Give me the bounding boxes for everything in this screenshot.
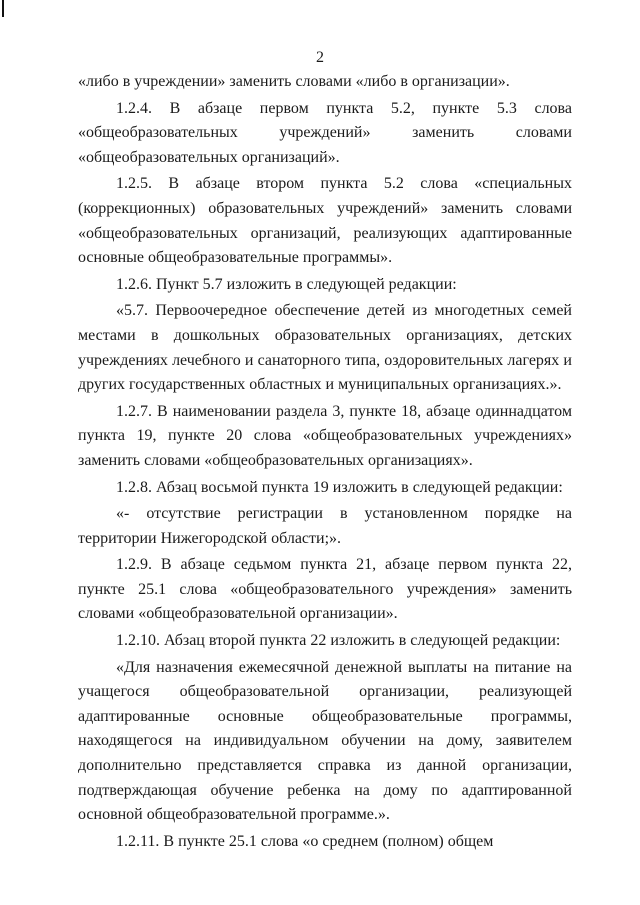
paragraph-1-2-11: 1.2.11. В пункте 25.1 слова «о среднем (полном) общем <box>116 832 494 850</box>
page-number: 2 <box>316 49 324 66</box>
scan-edge-mark <box>2 0 4 17</box>
paragraph-5-7-quote: «5.7. Первоочередное обеспечение детей из многодетных семей местами в дошкольных образовательных организациях, детских учреждениях лечебного и санаторного типа, оздоровительных лагерях и других государственных областных и муниципальных организациях.». <box>78 302 572 394</box>
paragraph-1-2-8-quote: «- отсутствие регистрации в установленном порядке на территории Нижегородской области;». <box>78 505 572 547</box>
paragraph-1-2-6: 1.2.6. Пункт 5.7 изложить в следующей редакции: <box>116 275 457 293</box>
paragraph-1-2-8: 1.2.8. Абзац восьмой пункта 19 изложить в следующей редакции: <box>116 478 563 496</box>
paragraph-1-2-4: 1.2.4. В абзаце первом пункта 5.2, пункте 5.3 слова «общеобразовательных учреждений» заменить словами «общеобразовательных организаций». <box>78 99 572 166</box>
paragraph-continuation: «либо в учреждении» заменить словами «либо в организации». <box>78 73 510 90</box>
document-body <box>78 70 572 854</box>
paragraph-1-2-9: 1.2.9. В абзаце седьмом пункта 21, абзаце первом пункта 22, пункте 25.1 слова «общеобразовательного учреждения» заменить словами «общеобразовательной организации». <box>78 556 572 623</box>
paragraph-1-2-10: 1.2.10. Абзац второй пункта 22 изложить в следующей редакции: <box>116 632 561 650</box>
paragraph-1-2-7: 1.2.7. В наименовании раздела 3, пункте 18, абзаце одиннадцатом пункта 19, пункте 20 слова «общеобразовательных учреждениях» заменить словами «общеобразовательных организациях». <box>78 402 572 469</box>
paragraph-1-2-10-quote: «Для назначения ежемесячной денежной выплаты на питание на учащегося общеобразовательной организации, реализующей адаптированные основные общеобразовательные программы, находящегося на индивидуальном обучении на дому, заявителем дополнительно представляется справка из данной организации, подтверждающая обучение ребенка на дому по адаптированной основной общеобразовательной программе.». <box>78 658 572 824</box>
paragraph-1-2-5: 1.2.5. В абзаце втором пункта 5.2 слова «специальных (коррекционных) образовательных учреждений» заменить словами «общеобразовательных организаций, реализующих адаптированные основные общеобразовательные программы». <box>78 175 572 267</box>
